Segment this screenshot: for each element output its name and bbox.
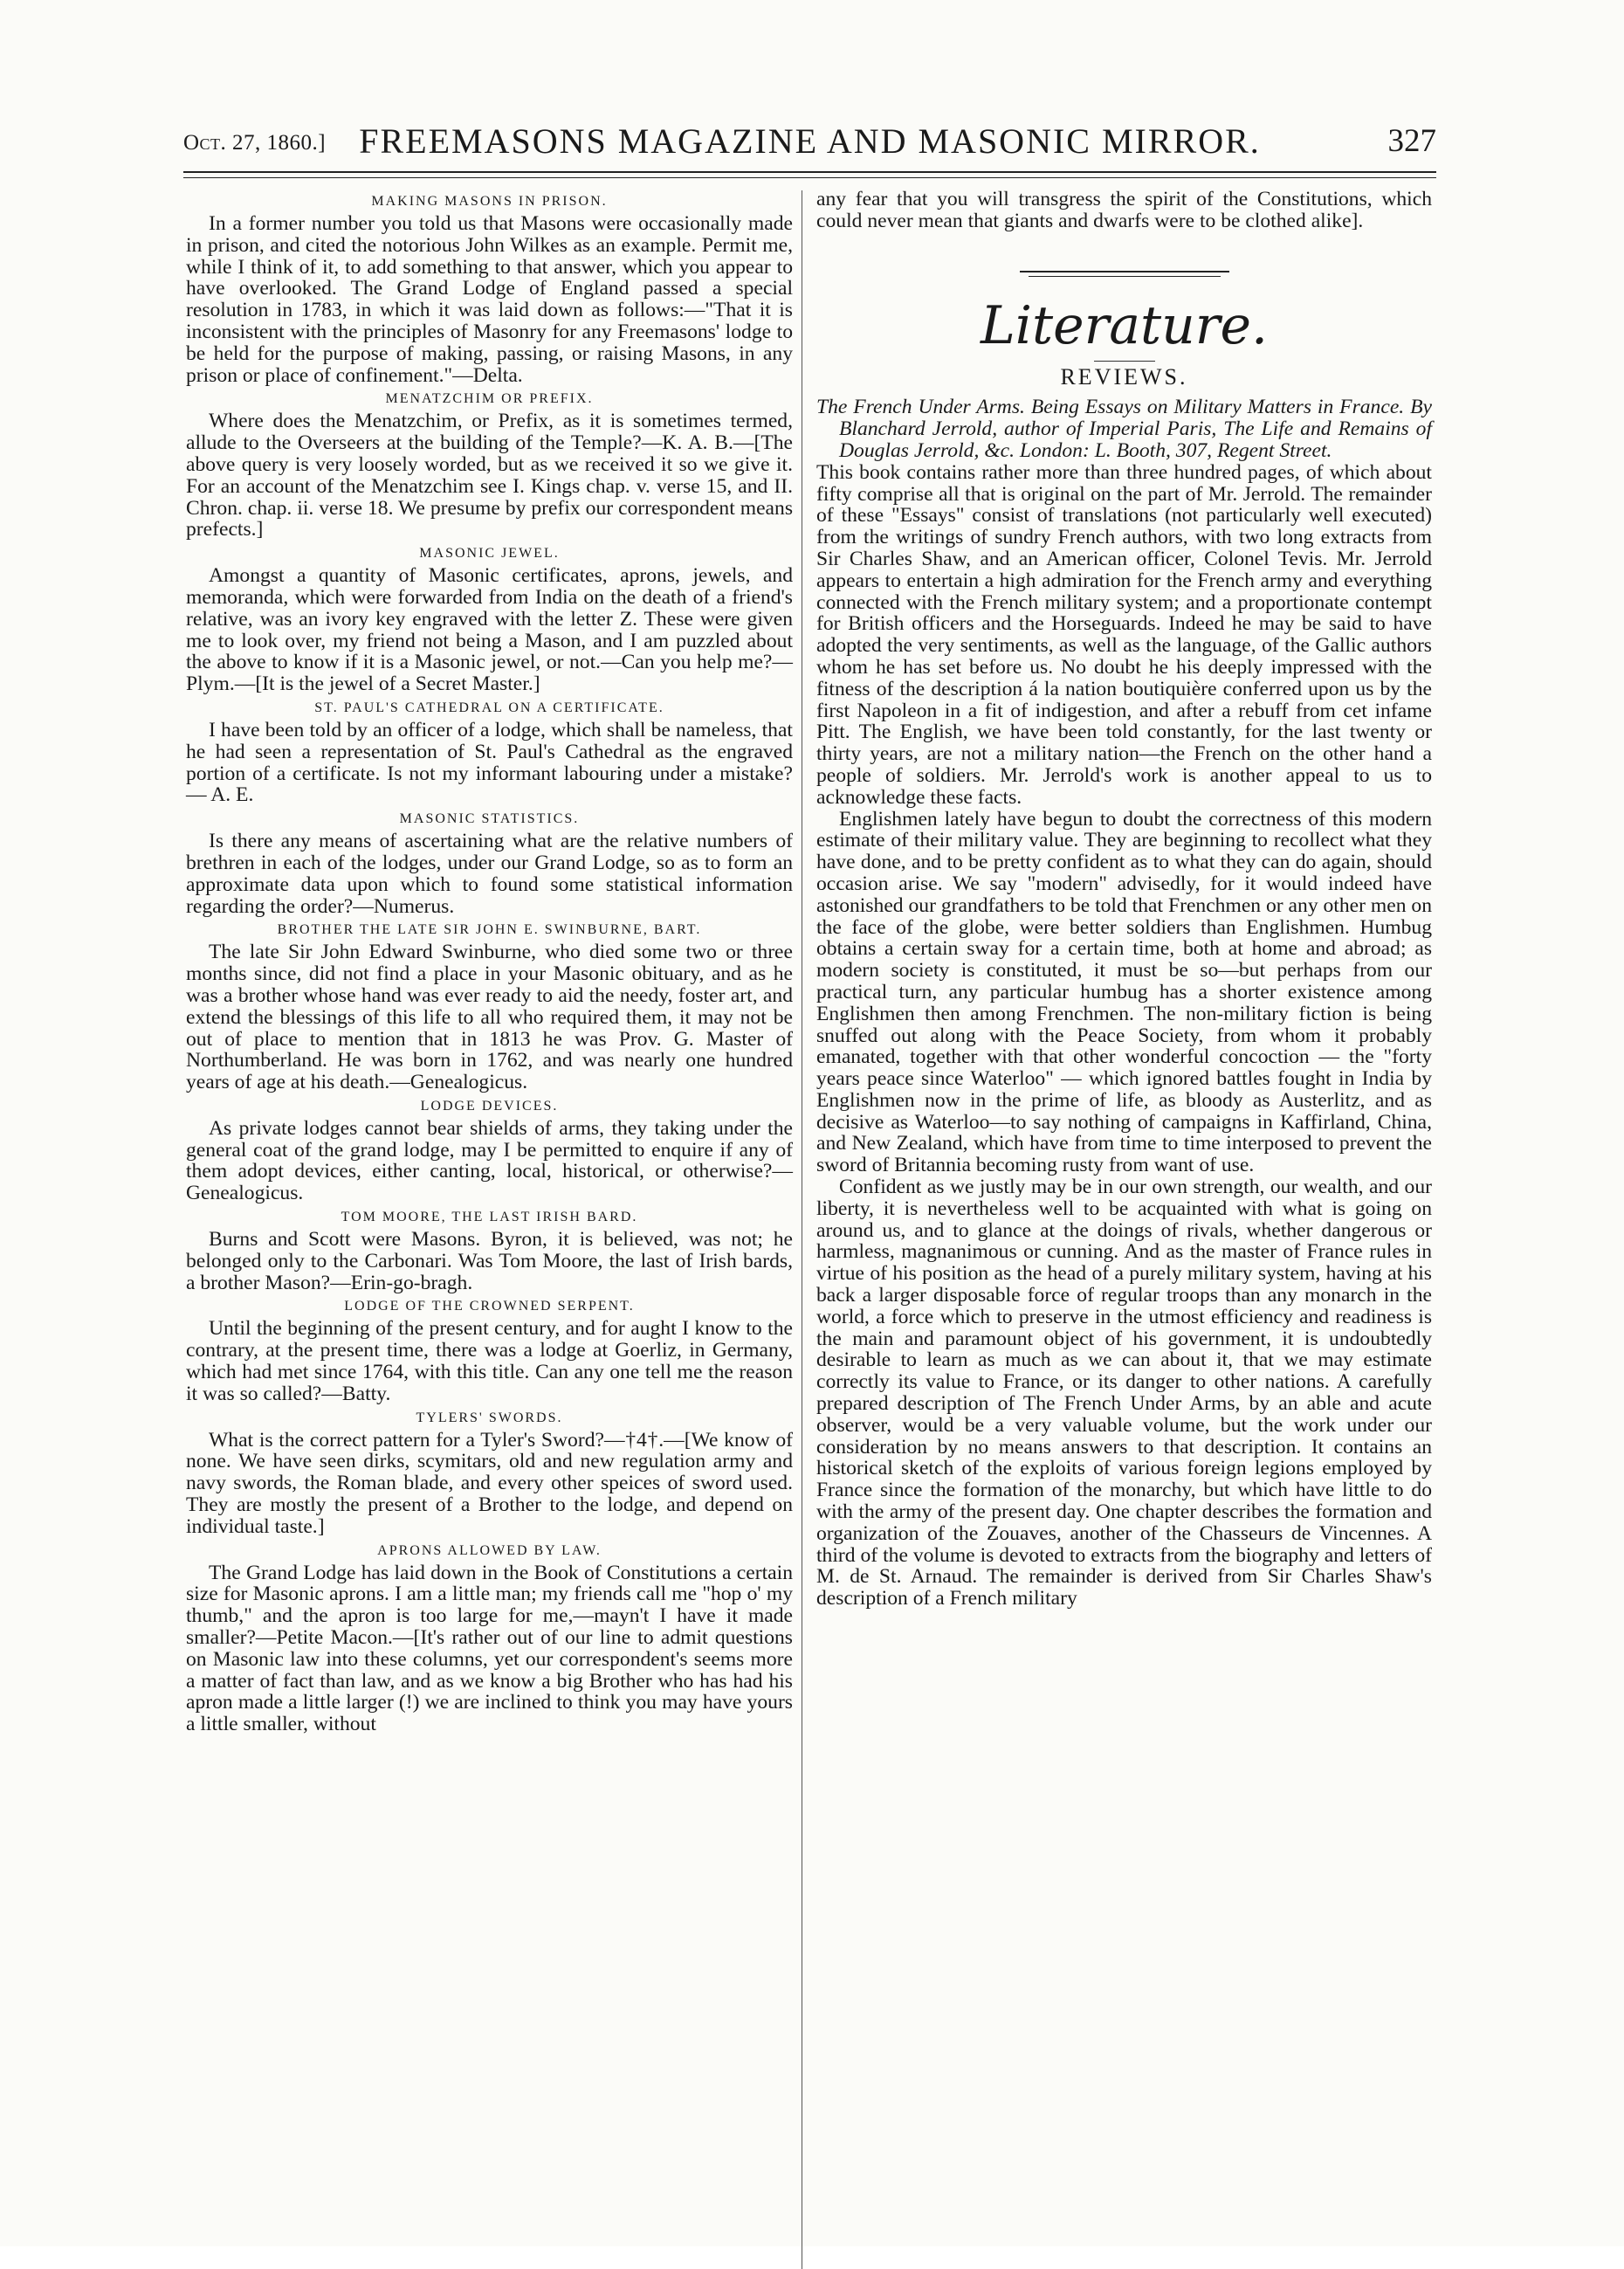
query-text: The late Sir John Edward Swinburne, who died some two or three months since, did not find a place in your Masonic obituary, and as he was a brother whose hand was ever ready to aid the needy, foster art, and extend the blessings of this life to all who required them, it may not be out of place to mention that in 1813 he was Prov. G. Master of Northumberland. He was born in 1762, and was nearly one hundred years of age at his death.—Genealogicus. [186, 941, 793, 1094]
review-paragraph: This book contains rather more than three hundred pages, of which about fifty comprise all that is original on the part of Mr. Jerrold. The remainder of these "Essays" consist of translations (not particularly well executed) from the writings of sundry French authors, with two long extracts from Sir Charles Shaw, and an American officer, Colonel Tevis. Mr. Jerrold appears to entertain a high admiration for the French army and everything connected with the French military system; and a proportionate contempt for British officers and the Horseguards. Indeed he may be said to have adopted the very sentiments, as well as the language, of the Gallic authors whom he has set before us. No doubt he his deeply impressed with the fitness of the description á la nation boutiquière conferred upon us by the first Napoleon in a fit of indigestion, and after a rebuff from cet infame Pitt. The English, we have been told constantly, for the last twenty or thirty years, are not a military nation—the French on the other hand a people of soldiers. Mr. Jerrold's work is another appeal to us to acknowledge these facts. [816, 460, 1432, 809]
section-rule-thin [1029, 276, 1221, 277]
page-number: 327 [1387, 123, 1436, 159]
query-text: Is there any means of ascertaining what are the relative numbers of brethren in each of the lodges, under our Grand Lodge, so as to form an approximate data upon which to found some statistical information regarding the order?—Numerus. [186, 830, 793, 918]
query-heading: TYLERS' SWORDS. [416, 1410, 563, 1425]
query-heading: LODGE OF THE CROWNED SERPENT. [344, 1299, 635, 1314]
query-text: Where does the Menatzchim, or Prefix, as it is sometimes termed, allude to the Overseers at the building of the Temple?—K. A. B.—[The above query is very loosely worded, but as we received it so we give it. For an account of the Menatzchim see I. Kings chap. v. verse 15, and II. Chron. chap. ii. verse 18. We presume by prefix our correspondent means prefects.] [186, 410, 793, 541]
query-text: Amongst a quantity of Masonic certificates, aprons, jewels, and memoranda, which were forwarded from India on the death of a friend's relative, was an ivory key engraved with the letter Z. These were given me to look over, my friend not being a Mason, and I am puzzled about the above to know if it is a Masonic jewel, or not.—Can you help me?—Plym.—[It is the jewel of a Secret Master.] [186, 564, 793, 696]
issue-date: Oct. 27, 1860.] [183, 131, 327, 155]
query-text: I have been told by an officer of a lodge, which shall be nameless, that he had seen a representation of St. Paul's Cathedral as the engraved portion of a certificate. Is not my informant labouring under a mistake?— A. E. [186, 718, 793, 807]
literature-title: Literature. [980, 294, 1269, 356]
query-heading: MAKING MASONS IN PRISON. [371, 194, 608, 209]
query-text: As private lodges cannot bear shields of arms, they taking under the general coat of the grand lodge, may I be permitted to enquire if any of them adopt devices, either canting, local, historical, or otherwise?—Genealogicus. [186, 1116, 793, 1205]
literature-rule [1094, 361, 1155, 362]
query-heading: APRONS ALLOWED BY LAW. [377, 1542, 602, 1558]
query-heading: ST. PAUL'S CATHEDRAL ON A CERTIFICATE. [314, 700, 664, 715]
book-citation: The French Under Arms. Being Essays on Military Matters in France. By Blanchard Jerrold, author of Imperial Paris, The Life and Remains of Douglas Jerrold, &c. London: L. Booth, 307, Regent Street. [816, 396, 1432, 462]
query-heading: LODGE DEVICES. [420, 1098, 559, 1114]
query-heading: TOM MOORE, THE LAST IRISH BARD. [341, 1210, 638, 1225]
page-header [183, 119, 1436, 162]
query-text: Until the beginning of the present century, and for aught I know to the contrary, at the present time, there was a lodge at Goerliz, in Germany, which had met since 1764, with this title. Can any one tell me the reason it was so called?—Batty. [186, 1317, 793, 1405]
right-column [816, 189, 1432, 1610]
section-rule-thick [1020, 271, 1229, 272]
query-heading: BROTHER THE LATE SIR JOHN E. SWINBURNE, BART. [277, 922, 702, 938]
query-text: The Grand Lodge has laid down in the Book of Constitutions a certain size for Masonic aprons. I am a little man; my friends call me "hop o' my thumb," and the apron is too large for me,—mayn't I have it made smaller?—Petite Macon.—[It's rather out of our line to admit questions on Masonic law into these columns, yet our correspondent's seems more a matter of fact than law, and as we know a big Brother who has had his apron made a little larger (!) we are inclined to think you may have yours a little smaller, without [186, 1561, 793, 1736]
query-text: Burns and Scott were Masons. Byron, it is believed, was not; he belonged only to the Carbonari. Was Tom Moore, the last of Irish bards, a brother Mason?—Erin-go-bragh. [186, 1228, 793, 1294]
masthead-title: FREEMASONS MAGAZINE AND MASONIC MIRROR. [359, 121, 1261, 161]
review-paragraph: Confident as we justly may be in our own strength, our wealth, and our liberty, it is nevertheless well to be acquainted with what is going on around us, and to glance at the doings of rivals, whether dangerous or harmless, magnanimous or cunning. And as the master of France rules in virtue of his position as the head of a purely military system, having at his back a larger disposable force of regular troops than any monarch in the world, a force which to preserve in the utmost efficiency and readiness is the main and paramount object of his government, it is undoubtedly desirable to learn as much as we can about it, that we may estimate correctly its value to France, or its danger to other nations. A carefully prepared description of The French Under Arms, by an able and acute observer, would be a very valuable volume, but the work under our consideration by no means answers to that description. It contains an historical sketch of the exploits of various foreign legions employed by France since the formation of the monarchy, but which have little to do with the army of the present day. One chapter describes the formation and organization of the Zouaves, another of the Chasseurs de Vincennes. A third of the volume is devoted to extracts from the biography and letters of M. de St. Arnaud. The remainder is derived from Sir Charles Shaw's description of a French military [816, 1176, 1432, 1610]
header-rule-thick [183, 171, 1436, 173]
left-column [186, 189, 793, 1735]
review-paragraph: Englishmen lately have begun to doubt the correctness of this modern estimate of their military value. They are beginning to recollect what they have done, and to be pretty confident as to what they can do again, should occasion arise. We say "modern" advisedly, for it would indeed have astonished our grandfathers to be told that Frenchmen or any other men on the face of the globe, were better soldiers than Englishmen. Humbug obtains a certain sway for a certain time, both at home and abroad; as modern society is constituted, it must be so—but perhaps from our practical turn, any particular humbug has a shorter existence among Englishmen then among Frenchmen. The non-military fiction is being snuffed out along with the Peace Society, from whom it probably emanated, together with that other wonderful concoction — the "forty years peace since Waterloo" — which ignored battles fought in India by Englishmen now in the prime of life, as bloody as Austerlitz, and as decisive as Waterloo—to say nothing of campaigns in Kaffirland, China, and New Zealand, which have from time to time interposed to prevent the sword of Britannia becoming rusty from want of use. [816, 807, 1433, 1177]
header-rule-thin [183, 177, 1436, 178]
query-heading: MASONIC JEWEL. [419, 546, 560, 562]
reviews-heading: REVIEWS. [1060, 363, 1188, 390]
query-heading: MENATZCHIM OR PREFIX. [385, 391, 594, 407]
continued-text: any fear that you will transgress the spirit of the Constitutions, which could never mean that giants and dwarfs were to be clothed alike]. [816, 188, 1432, 232]
query-heading: MASONIC STATISTICS. [399, 811, 580, 827]
query-text: What is the correct pattern for a Tyler's Sword?—†4†.—[We know of none. We have seen dirks, scymitars, old and new regulation army and navy swords, the Roman blade, and every other speices of sword used. They are mostly the present of a Brother to the lodge, and depend on individual taste.] [186, 1428, 793, 1538]
query-text: In a former number you told us that Masons were occasionally made in prison, and cited the notorious John Wilkes as an example. Permit me, while I think of it, to add something to that answer, which you appear to have overlooked. The Grand Lodge of England passed a special resolution in 1783, in which it was laid down as follows:—"That it is inconsistent with the principles of Masonry for any Freemasons' lodge to be held for the purpose of making, passing, or raising Masons, in any prison or place of confinement."—Delta. [186, 212, 793, 387]
